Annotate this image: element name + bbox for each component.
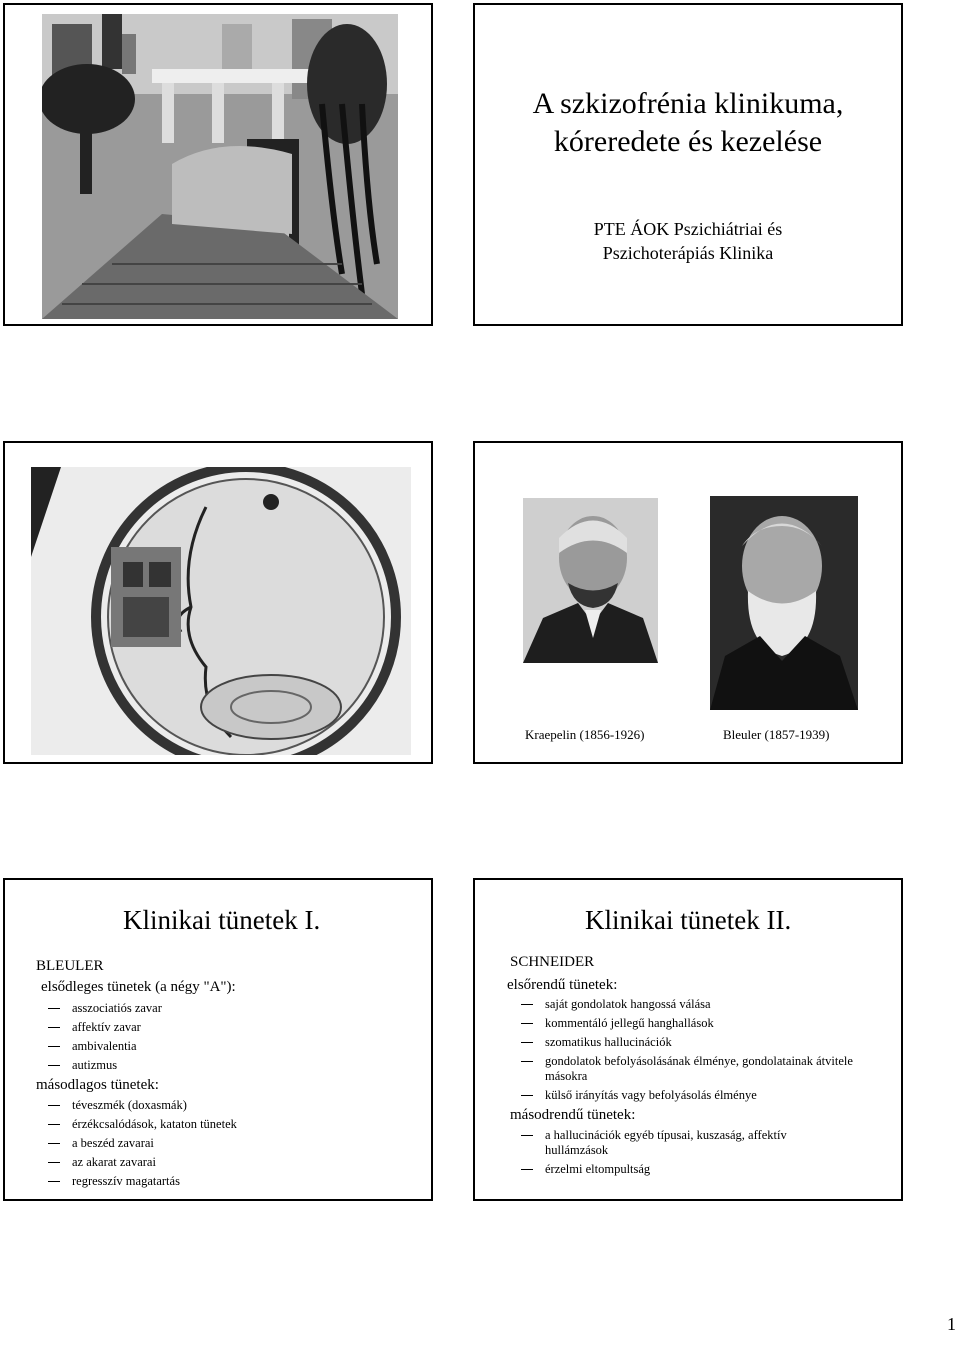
list-item: külső irányítás vagy befolyásolás élménye: [507, 1088, 867, 1103]
slide-6: [473, 878, 903, 1201]
presentation-title: [475, 85, 901, 161]
slide-4: [473, 441, 903, 764]
list-item: kommentáló jellegű hanghallások: [507, 1016, 867, 1031]
second-rank-symptoms-list: [507, 1128, 837, 1181]
subtitle-line-2: Pszichoterápiás Klinika: [602, 243, 774, 263]
kraepelin-caption: Kraepelin (1856-1926): [525, 727, 645, 742]
list-item: ambivalentia: [34, 1037, 162, 1056]
page-number: 1: [947, 1314, 956, 1334]
list-item: gondolatok befolyásolásának élménye, gondolatainak átvitele másokra: [507, 1054, 867, 1084]
list-item: regresszív magatartás: [34, 1172, 237, 1191]
head-etching-drawing: [31, 467, 411, 755]
secondary-symptoms-list: [34, 1096, 237, 1191]
list-item: affektív zavar: [34, 1018, 162, 1037]
kraepelin-portrait-drawing: [523, 498, 658, 663]
title-line-1: A szkizofrénia klinikuma,: [532, 87, 844, 120]
first-rank-symptoms-heading: elsőrendű tünetek:: [507, 977, 618, 993]
first-rank-symptoms-list: [507, 997, 867, 1107]
author-heading: BLEULER: [36, 958, 104, 974]
author-heading: SCHNEIDER: [510, 954, 595, 970]
title-line-2: kóreredete és kezelése: [553, 125, 823, 158]
second-rank-symptoms-heading: másodrendű tünetek:: [510, 1107, 636, 1123]
slide-2: [473, 3, 903, 326]
list-item: a hallucinációk egyéb típusai, kuszaság, affektív hullámzások: [507, 1128, 837, 1158]
subtitle-line-1: PTE ÁOK Pszichiátriai és: [593, 219, 783, 239]
list-item: szomatikus hallucinációk: [507, 1035, 867, 1050]
list-item: autizmus: [34, 1056, 162, 1075]
list-item: az akarat zavarai: [34, 1153, 237, 1172]
bleuler-portrait-drawing: [710, 496, 858, 710]
slide-title: Klinikai tünetek II.: [585, 905, 792, 935]
presentation-subtitle: [475, 217, 901, 265]
head-etching-image: [31, 467, 411, 755]
list-item: a beszéd zavarai: [34, 1134, 237, 1153]
list-item: asszociatiós zavar: [34, 999, 162, 1018]
bleuler-caption: Bleuler (1857-1939): [723, 727, 830, 742]
bleuler-portrait-image: [710, 496, 858, 710]
primary-symptoms-heading: elsődleges tünetek (a négy "A"):: [41, 979, 236, 995]
slide-title: Klinikai tünetek I.: [123, 905, 321, 935]
list-item: érzékcsalódások, kataton tünetek: [34, 1115, 237, 1134]
list-item: érzelmi eltompultság: [507, 1162, 837, 1177]
primary-symptoms-list: [34, 999, 162, 1075]
garden-painting-image: [42, 14, 398, 319]
secondary-symptoms-heading: másodlagos tünetek:: [36, 1077, 159, 1093]
slide-5: [3, 878, 433, 1201]
kraepelin-portrait-image: [523, 498, 658, 663]
slide-1: [3, 3, 433, 326]
list-item: téveszmék (doxasmák): [34, 1096, 237, 1115]
list-item: saját gondolatok hangossá válása: [507, 997, 867, 1012]
garden-painting-drawing: [42, 14, 398, 319]
slide-3: [3, 441, 433, 764]
